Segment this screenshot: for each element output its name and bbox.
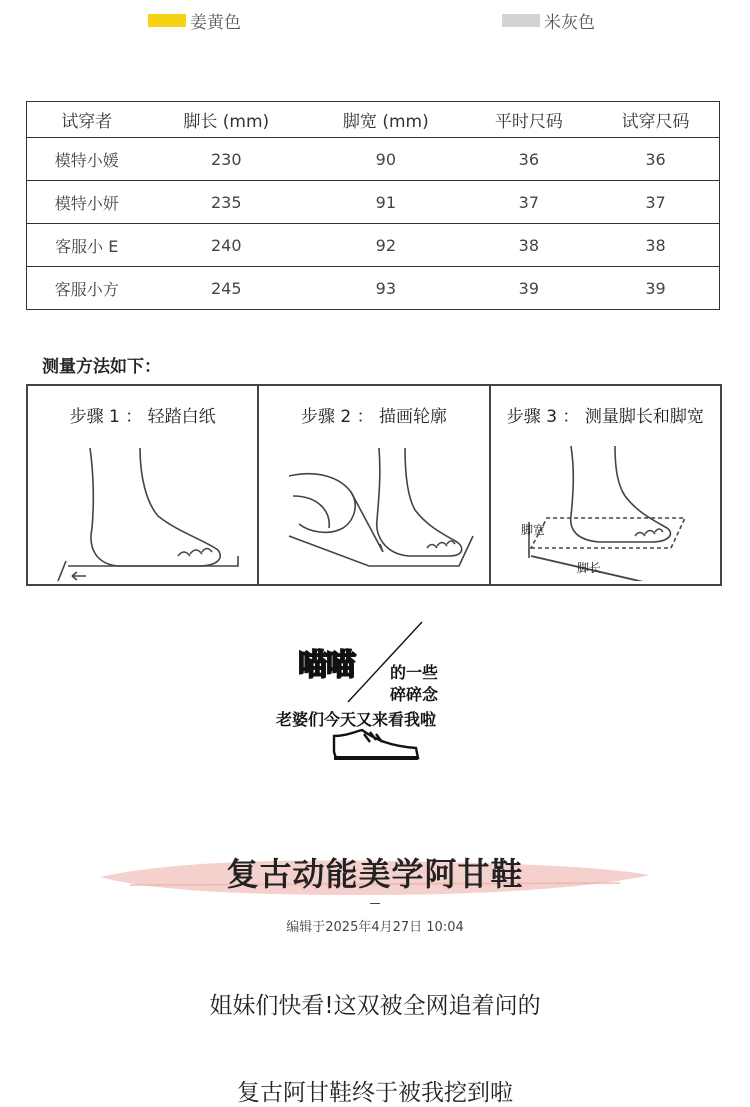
table-cell: 38 xyxy=(592,224,719,267)
measure-steps xyxy=(26,384,722,586)
step-label: 步骤 3 ： 测量脚长和脚宽 xyxy=(506,407,704,427)
table-cell: 90 xyxy=(306,138,466,181)
table-cell: 240 xyxy=(146,224,306,267)
color-swatches xyxy=(0,8,750,32)
color-chip xyxy=(148,14,186,27)
table-header-row xyxy=(27,102,720,138)
table-cell: 230 xyxy=(146,138,306,181)
tracing-outline-illustration xyxy=(259,436,489,581)
table-cell: 36 xyxy=(466,138,592,181)
color-swatch-ginger xyxy=(148,8,241,33)
table-cell: 91 xyxy=(306,181,466,224)
murmur-line: 碎碎念 xyxy=(390,685,439,704)
murmur-line: 老婆们今天又来看我啦 xyxy=(276,710,437,729)
size-table xyxy=(26,101,720,310)
foot-on-paper-illustration xyxy=(28,436,258,581)
step-1-panel xyxy=(28,386,259,584)
headline-block xyxy=(90,843,660,893)
table-cell: 93 xyxy=(306,267,466,310)
table-cell: 235 xyxy=(146,181,306,224)
measure-title: 测量方法如下： xyxy=(42,357,161,377)
paragraph: 复古阿甘鞋终于被我挖到啦 xyxy=(237,1080,513,1106)
table-cell: 92 xyxy=(306,224,466,267)
shoe-icon xyxy=(334,730,418,758)
table-cell: 39 xyxy=(592,267,719,310)
table-cell: 客服小方 xyxy=(27,267,147,310)
header-cell: 平时尺码 xyxy=(466,102,592,138)
header-cell: 试穿者 xyxy=(27,102,147,138)
header-cell: 脚宽 (mm) xyxy=(306,102,466,138)
width-mark: 脚宽 xyxy=(520,523,545,537)
murmur-line: 的一些 xyxy=(390,663,439,682)
color-name: 米灰色 xyxy=(544,13,595,33)
table-cell: 37 xyxy=(592,181,719,224)
paragraph: 姐妹们快看!这双被全网追着问的 xyxy=(209,993,541,1019)
table-row xyxy=(27,267,720,310)
table-row xyxy=(27,138,720,181)
step-label: 步骤 2 ： 描画轮廓 xyxy=(300,407,447,427)
header-cell: 脚长 (mm) xyxy=(146,102,306,138)
step-3-panel xyxy=(491,386,720,584)
header-cell: 试穿尺码 xyxy=(592,102,719,138)
step-label: 步骤 1 ： 轻踏白纸 xyxy=(69,407,216,427)
murmur-badge xyxy=(272,620,482,770)
table-cell: 36 xyxy=(592,138,719,181)
edit-timestamp: 编辑于2025年4月27日 10:04 xyxy=(286,920,464,935)
table-row xyxy=(27,181,720,224)
color-name: 姜黄色 xyxy=(190,13,241,33)
table-cell: 客服小 E xyxy=(27,224,147,267)
table-cell: 245 xyxy=(146,267,306,310)
table-cell: 模特小媛 xyxy=(27,138,147,181)
table-cell: 38 xyxy=(466,224,592,267)
table-cell: 37 xyxy=(466,181,592,224)
table-cell: 模特小妍 xyxy=(27,181,147,224)
divider-dash xyxy=(370,903,380,904)
step-2-panel xyxy=(259,386,490,584)
meow-title: 喵喵 xyxy=(298,648,354,683)
table-row xyxy=(27,224,720,267)
color-swatch-grey xyxy=(502,8,595,33)
length-mark: 脚长 xyxy=(576,561,601,575)
color-chip xyxy=(502,14,540,27)
table-cell: 39 xyxy=(466,267,592,310)
headline: 复古动能美学阿甘鞋 xyxy=(226,855,524,893)
measure-foot-illustration xyxy=(491,436,721,581)
